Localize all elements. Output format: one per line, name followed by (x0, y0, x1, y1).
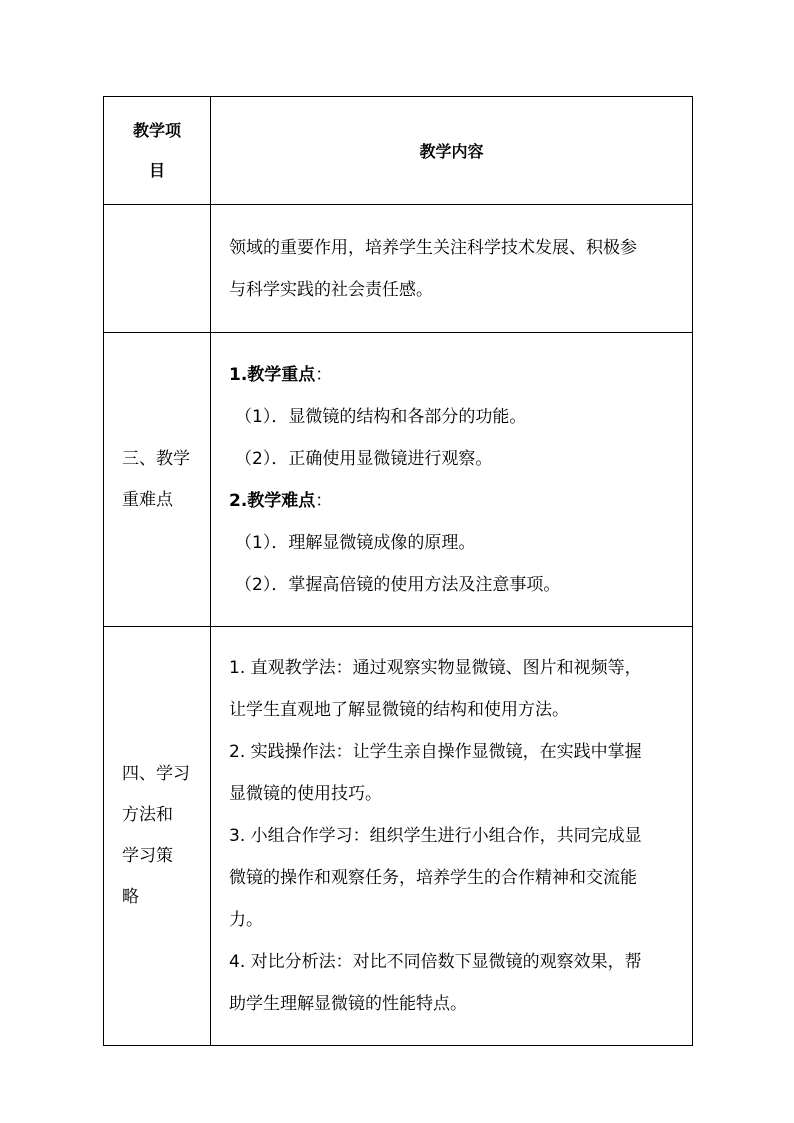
difficulty-title: 2.教学难点 (229, 490, 316, 511)
methods-line: 显微镜的使用技巧。 (229, 784, 382, 804)
continuation-line: 领域的重要作用，培养学生关注科学技术发展、积极参 (229, 237, 637, 258)
methods-line: 3. 小组合作学习：组织学生进行小组合作，共同完成显 (229, 826, 642, 846)
methods-line: 助学生理解显微镜的性能特点。 (229, 994, 467, 1014)
difficulty-item: （2）．掌握高倍镜的使用方法及注意事项。 (235, 574, 561, 595)
methods-label-line2: 方法和 (122, 805, 173, 825)
continuation-content-cell (211, 205, 693, 333)
focus-colon: ： (315, 364, 333, 385)
header-cell-item (104, 97, 211, 205)
key-points-label-line2: 重难点 (122, 489, 173, 510)
difficulty-item: （1）．理解显微镜成像的原理。 (235, 532, 476, 553)
methods-line: 4. 对比分析法：对比不同倍数下显微镜的观察效果，帮 (229, 952, 642, 972)
methods-line: 让学生直观地了解显微镜的结构和使用方法。 (229, 700, 569, 720)
focus-title: 1.教学重点 (229, 364, 316, 385)
difficulty-heading (229, 480, 678, 522)
table-row-continuation (104, 205, 693, 333)
key-points-label-cell (104, 333, 211, 627)
continuation-line: 与科学实践的社会责任感。 (229, 279, 433, 300)
table-row-methods (104, 627, 693, 1046)
lesson-plan-table (103, 96, 693, 1046)
methods-label-line4: 略 (122, 887, 139, 907)
methods-label-line3: 学习策 (122, 846, 173, 866)
header-item-line2: 目 (148, 160, 165, 180)
focus-heading (229, 354, 678, 396)
key-points-label-line1: 三、教学 (122, 448, 190, 469)
methods-label-cell (104, 627, 211, 1046)
table-header-row (104, 97, 693, 205)
methods-label-line1: 四、学习 (122, 764, 190, 784)
difficulty-colon: ： (315, 490, 333, 511)
continuation-left-cell (104, 205, 211, 333)
header-cell-content (211, 97, 693, 205)
methods-line: 1. 直观教学法：通过观察实物显微镜、图片和视频等， (229, 658, 642, 678)
table-row-key-points (104, 333, 693, 627)
header-item-line1: 教学项 (132, 120, 181, 140)
methods-line: 微镜的操作和观察任务，培养学生的合作精神和交流能 (229, 868, 637, 888)
methods-content-cell (211, 627, 693, 1046)
header-content-label: 教学内容 (419, 142, 484, 161)
methods-line: 2. 实践操作法：让学生亲自操作显微镜，在实践中掌握 (229, 742, 642, 762)
focus-item: （2）．正确使用显微镜进行观察。 (235, 448, 493, 469)
key-points-content-cell (211, 333, 693, 627)
focus-item: （1）．显微镜的结构和各部分的功能。 (235, 406, 527, 427)
methods-line: 力。 (229, 910, 263, 930)
